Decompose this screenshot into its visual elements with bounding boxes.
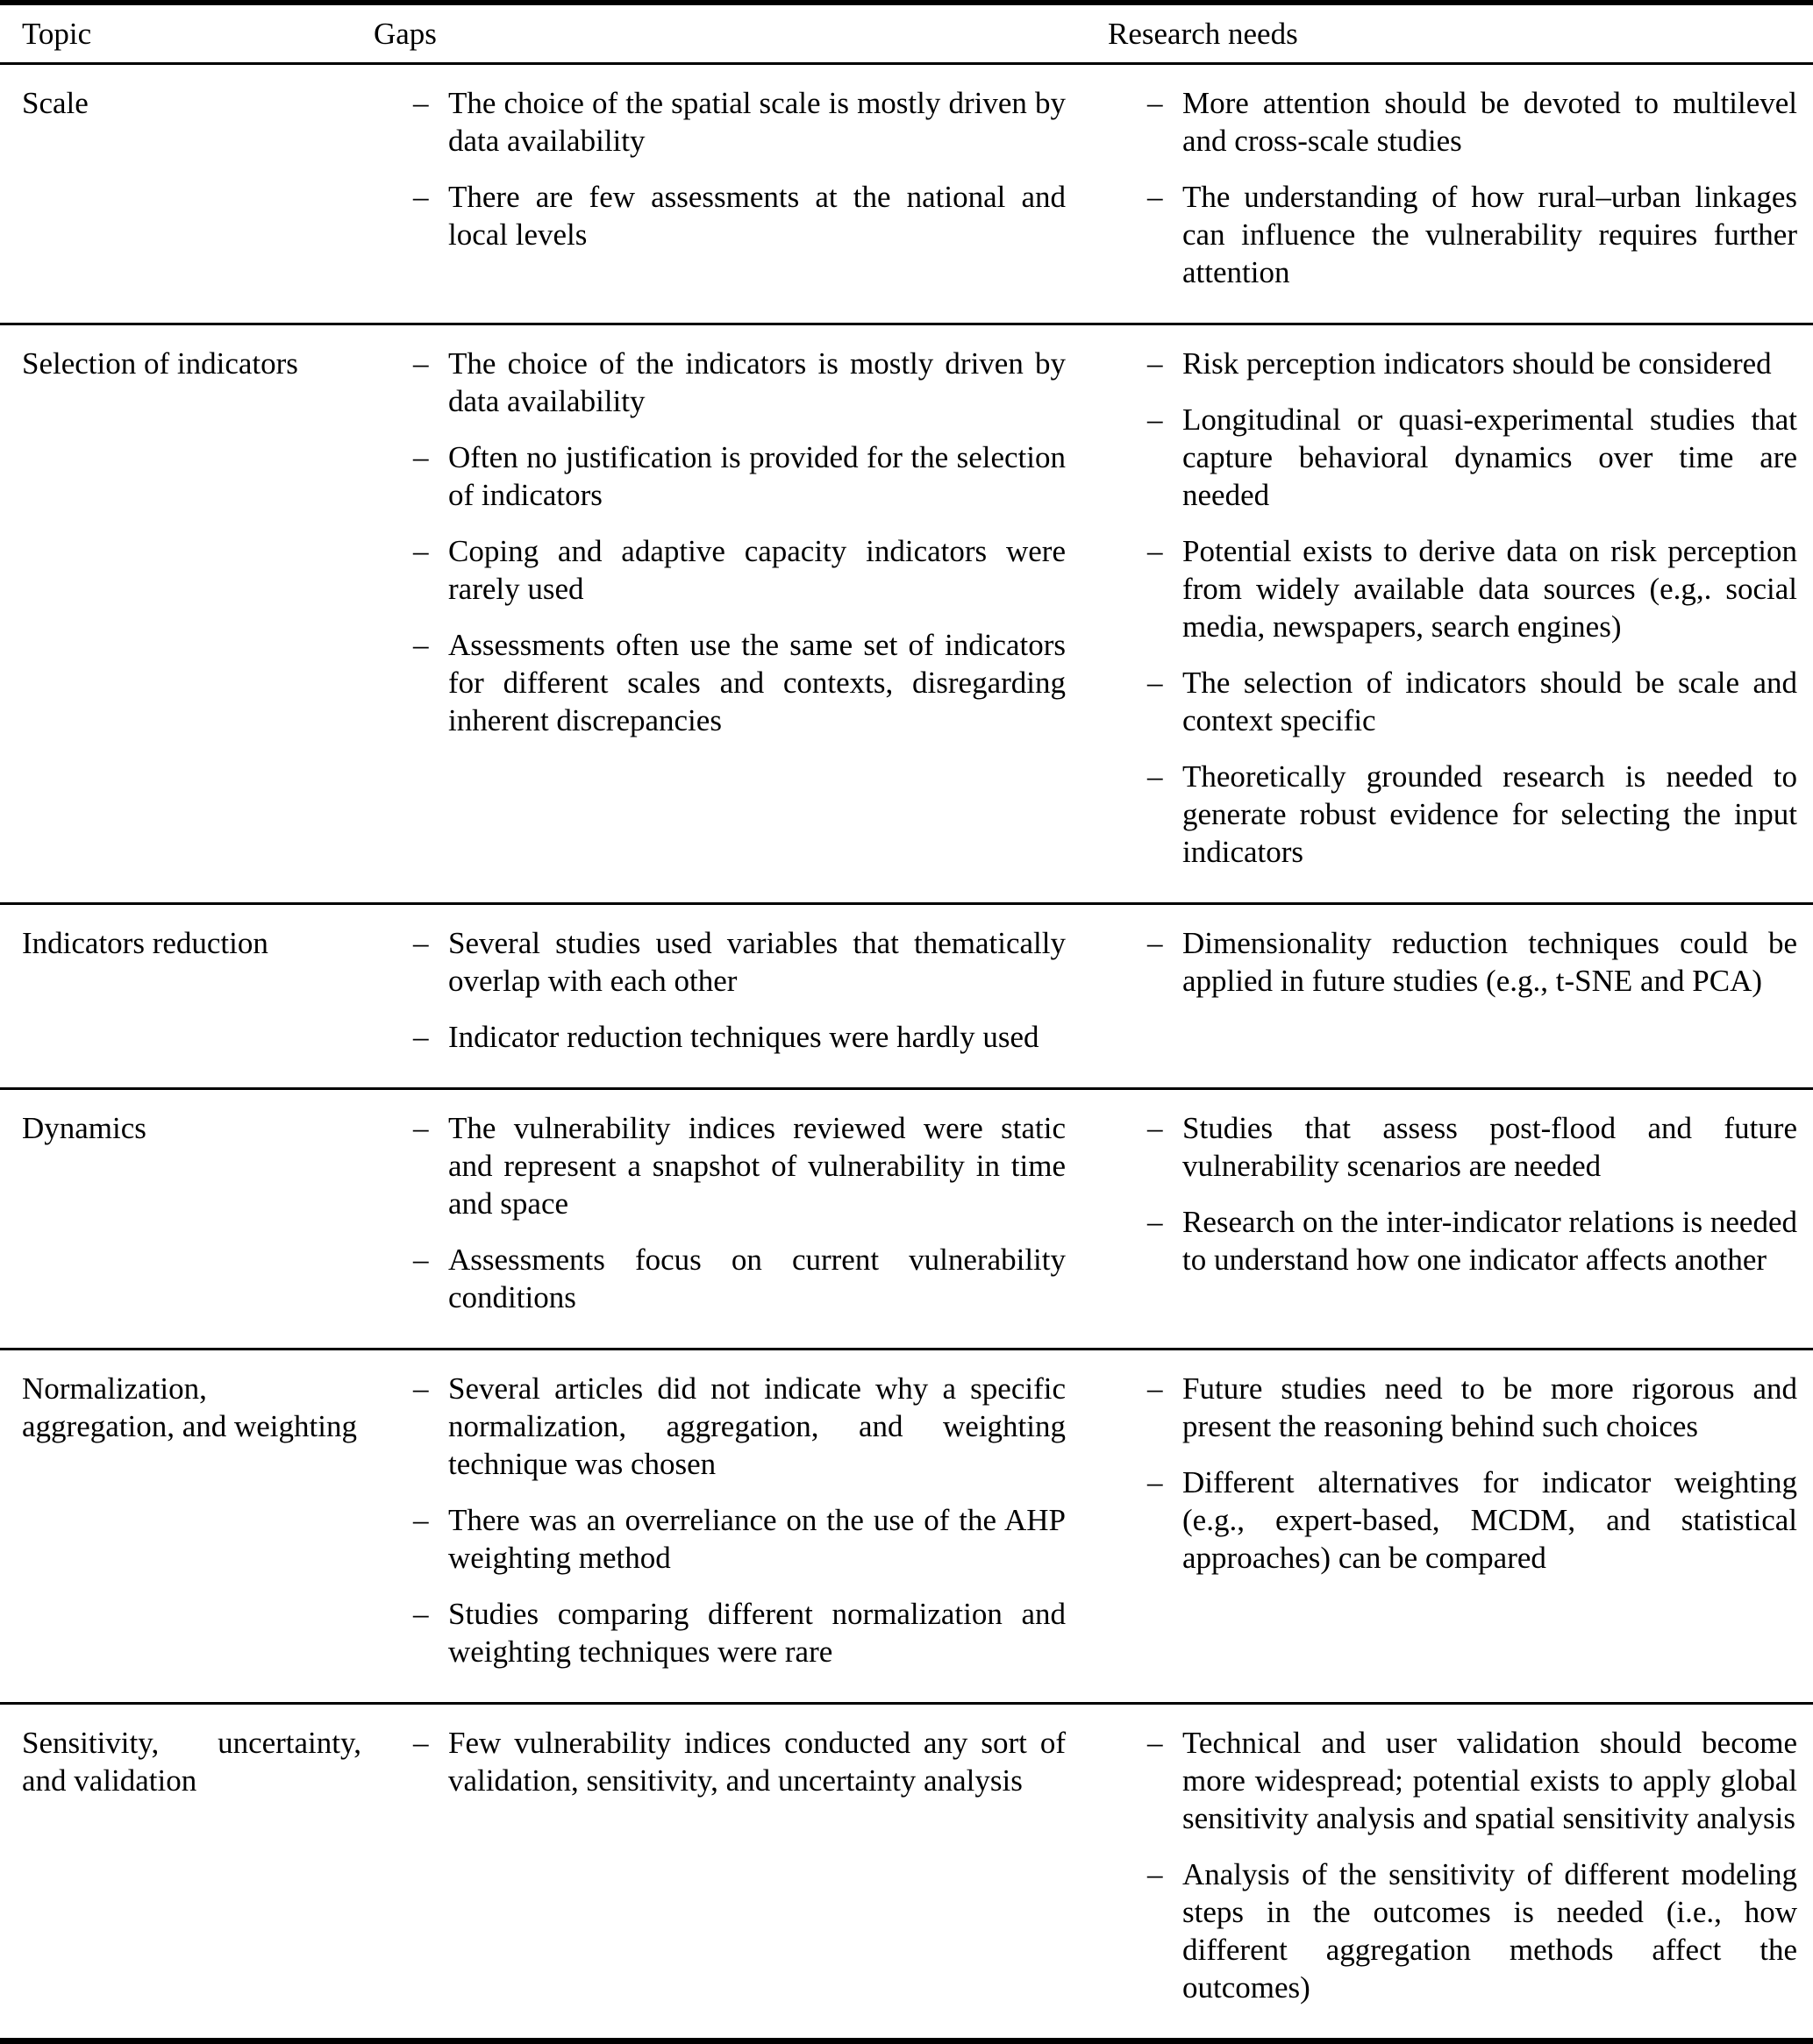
research-need-text: Studies that assess post-flood and future vulnerability scenarios are needed [1182,1111,1797,1183]
gap-item [374,438,1108,514]
gap-text: Often no justification is provided for the selection of indicators [448,440,1066,512]
gaps-list [374,84,1108,253]
gap-item [374,1370,1108,1483]
gaps-cell [374,84,1108,291]
research-needs-cell [1108,1370,1802,1670]
research-need-item [1108,84,1802,160]
gap-text: Indicator reduction techniques were hardly used [448,1020,1039,1054]
research-need-item [1108,758,1802,871]
dash-bullet: – [1147,180,1163,214]
research-needs-list [1108,345,1802,871]
dash-bullet: – [1147,759,1163,794]
research-need-item [1108,1203,1802,1278]
gap-text: Coping and adaptive capacity indicators were rarely used [448,534,1066,606]
research-need-text: The understanding of how rural–urban linkages can influence the vulnerability requires further attention [1182,180,1797,289]
research-need-text: More attention should be devoted to multilevel and cross-scale studies [1182,86,1797,158]
gap-text: There are few assessments at the national and local levels [448,180,1066,252]
topic-cell: Sensitivity, uncertainty, and validation [22,1726,361,1798]
table-row-scale [0,62,1813,323]
research-need-item [1108,178,1802,291]
research-need-text: Different alternatives for indicator weighting (e.g., expert-based, MCDM, and statistical approaches) can be compared [1182,1465,1797,1575]
research-needs-cell [1108,1724,1802,2006]
dash-bullet: – [1147,402,1163,437]
dash-bullet: – [1147,926,1163,960]
dash-bullet: – [1147,1857,1163,1891]
gap-item [374,1595,1108,1670]
column-header-gaps: Gaps [374,17,437,51]
dash-bullet: – [1147,346,1163,381]
table-row-indicators-reduction [0,902,1813,1087]
table-row-dynamics [0,1087,1813,1348]
gap-item [374,532,1108,608]
gap-text: Several articles did not indicate why a specific normalization, aggregation, and weighting technique was chosen [448,1371,1066,1481]
dash-bullet: – [413,1597,429,1631]
dash-bullet: – [413,926,429,960]
research-need-item [1108,1464,1802,1577]
research-need-text: Longitudinal or quasi-experimental studies that capture behavioral dynamics over time are needed [1182,402,1797,512]
gap-text: The choice of the spatial scale is mostly driven by data availability [448,86,1066,158]
research-needs-cell [1108,84,1802,291]
gap-item [374,1501,1108,1577]
column-header-research-needs: Research needs [1108,17,1298,51]
topic-cell: Dynamics [22,1111,146,1145]
gap-text: Assessments often use the same set of indicators for different scales and contexts, disregarding inherent discrepancies [448,628,1066,737]
table-header-row [0,5,1813,62]
gap-item [374,345,1108,420]
topic-cell: Selection of indicators [22,346,298,381]
gap-text: Few vulnerability indices conducted any sort of validation, sensitivity, and uncertainty analysis [448,1726,1066,1798]
table-row-sensitivity-uncertainty-validation [0,1702,1813,2038]
dash-bullet: – [1147,1726,1163,1760]
research-needs-cell [1108,924,1802,1056]
research-need-text: Research on the inter-indicator relations is needed to understand how one indicator affects another [1182,1205,1797,1277]
gap-item [374,1109,1108,1222]
gaps-cell [374,1370,1108,1670]
research-need-item [1108,924,1802,1000]
dash-bullet: – [413,628,429,662]
gap-text: There was an overreliance on the use of the AHP weighting method [448,1503,1066,1575]
dash-bullet: – [413,1503,429,1537]
research-needs-cell [1108,345,1802,871]
research-need-text: Future studies need to be more rigorous and present the reasoning behind such choices [1182,1371,1797,1443]
gaps-cell [374,1724,1108,2006]
gaps-list [374,1109,1108,1316]
research-needs-list [1108,924,1802,1000]
gaps-cell [374,345,1108,871]
gap-item [374,178,1108,253]
dash-bullet: – [1147,1205,1163,1239]
gaps-list [374,1724,1108,1799]
research-need-item [1108,345,1802,382]
dash-bullet: – [413,86,429,120]
gap-item [374,924,1108,1000]
research-need-item [1108,401,1802,514]
research-need-text: Potential exists to derive data on risk perception from widely available data sources (e.g,. social media, newspapers, search engines) [1182,534,1797,644]
dash-bullet: – [1147,86,1163,120]
dash-bullet: – [413,1243,429,1277]
dash-bullet: – [413,180,429,214]
dash-bullet: – [413,534,429,568]
table-row-normalization-aggregation-weighting [0,1348,1813,1702]
topic-cell: Indicators reduction [22,926,268,960]
research-need-item [1108,1724,1802,1837]
dash-bullet: – [413,346,429,381]
gap-item [374,1724,1108,1799]
research-needs-list [1108,1109,1802,1278]
gap-text: Studies comparing different normalization and weighting techniques were rare [448,1597,1066,1669]
gap-text: The vulnerability indices reviewed were static and represent a snapshot of vulnerability in time and space [448,1111,1066,1221]
gap-item [374,1241,1108,1316]
gaps-list [374,924,1108,1056]
research-need-text: Analysis of the sensitivity of different modeling steps in the outcomes is needed (i.e., how different aggregation methods affect the outcomes) [1182,1857,1797,2005]
dash-bullet: – [1147,1465,1163,1499]
gap-item [374,1018,1108,1056]
gap-text: The choice of the indicators is mostly driven by data availability [448,346,1066,418]
dash-bullet: – [413,1111,429,1145]
research-need-text: The selection of indicators should be scale and context specific [1182,666,1797,737]
research-need-text: Dimensionality reduction techniques could be applied in future studies (e.g., t-SNE and PCA) [1182,926,1797,998]
research-needs-list [1108,1370,1802,1577]
dash-bullet: – [413,1371,429,1406]
dash-bullet: – [413,1020,429,1054]
dash-bullet: – [413,440,429,474]
research-need-item [1108,1370,1802,1445]
topic-cell: Scale [22,86,89,120]
research-need-text: Technical and user validation should become more widespread; potential exists to apply global sensitivity analysis and spatial sensitivity analysis [1182,1726,1797,1835]
dash-bullet: – [1147,1371,1163,1406]
gap-text: Assessments focus on current vulnerability conditions [448,1243,1066,1314]
research-needs-cell [1108,1109,1802,1316]
gaps-cell [374,1109,1108,1316]
gaps-list [374,1370,1108,1670]
gaps-list [374,345,1108,739]
gap-item [374,84,1108,160]
research-needs-list [1108,84,1802,291]
research-needs-list [1108,1724,1802,2006]
dash-bullet: – [1147,1111,1163,1145]
research-need-item [1108,664,1802,739]
dash-bullet: – [1147,666,1163,700]
research-need-text: Risk perception indicators should be considered [1182,346,1772,381]
gaps-cell [374,924,1108,1056]
research-need-text: Theoretically grounded research is needed to generate robust evidence for selecting the input indicators [1182,759,1797,869]
research-need-item [1108,1109,1802,1185]
gap-text: Several studies used variables that thematically overlap with each other [448,926,1066,998]
topic-cell: Normalization, aggregation, and weighting [22,1371,357,1443]
dash-bullet: – [413,1726,429,1760]
column-header-topic: Topic [22,17,92,51]
gap-item [374,626,1108,739]
table-row-selection-of-indicators [0,323,1813,902]
research-need-item [1108,532,1802,645]
dash-bullet: – [1147,534,1163,568]
research-need-item [1108,1855,1802,2006]
